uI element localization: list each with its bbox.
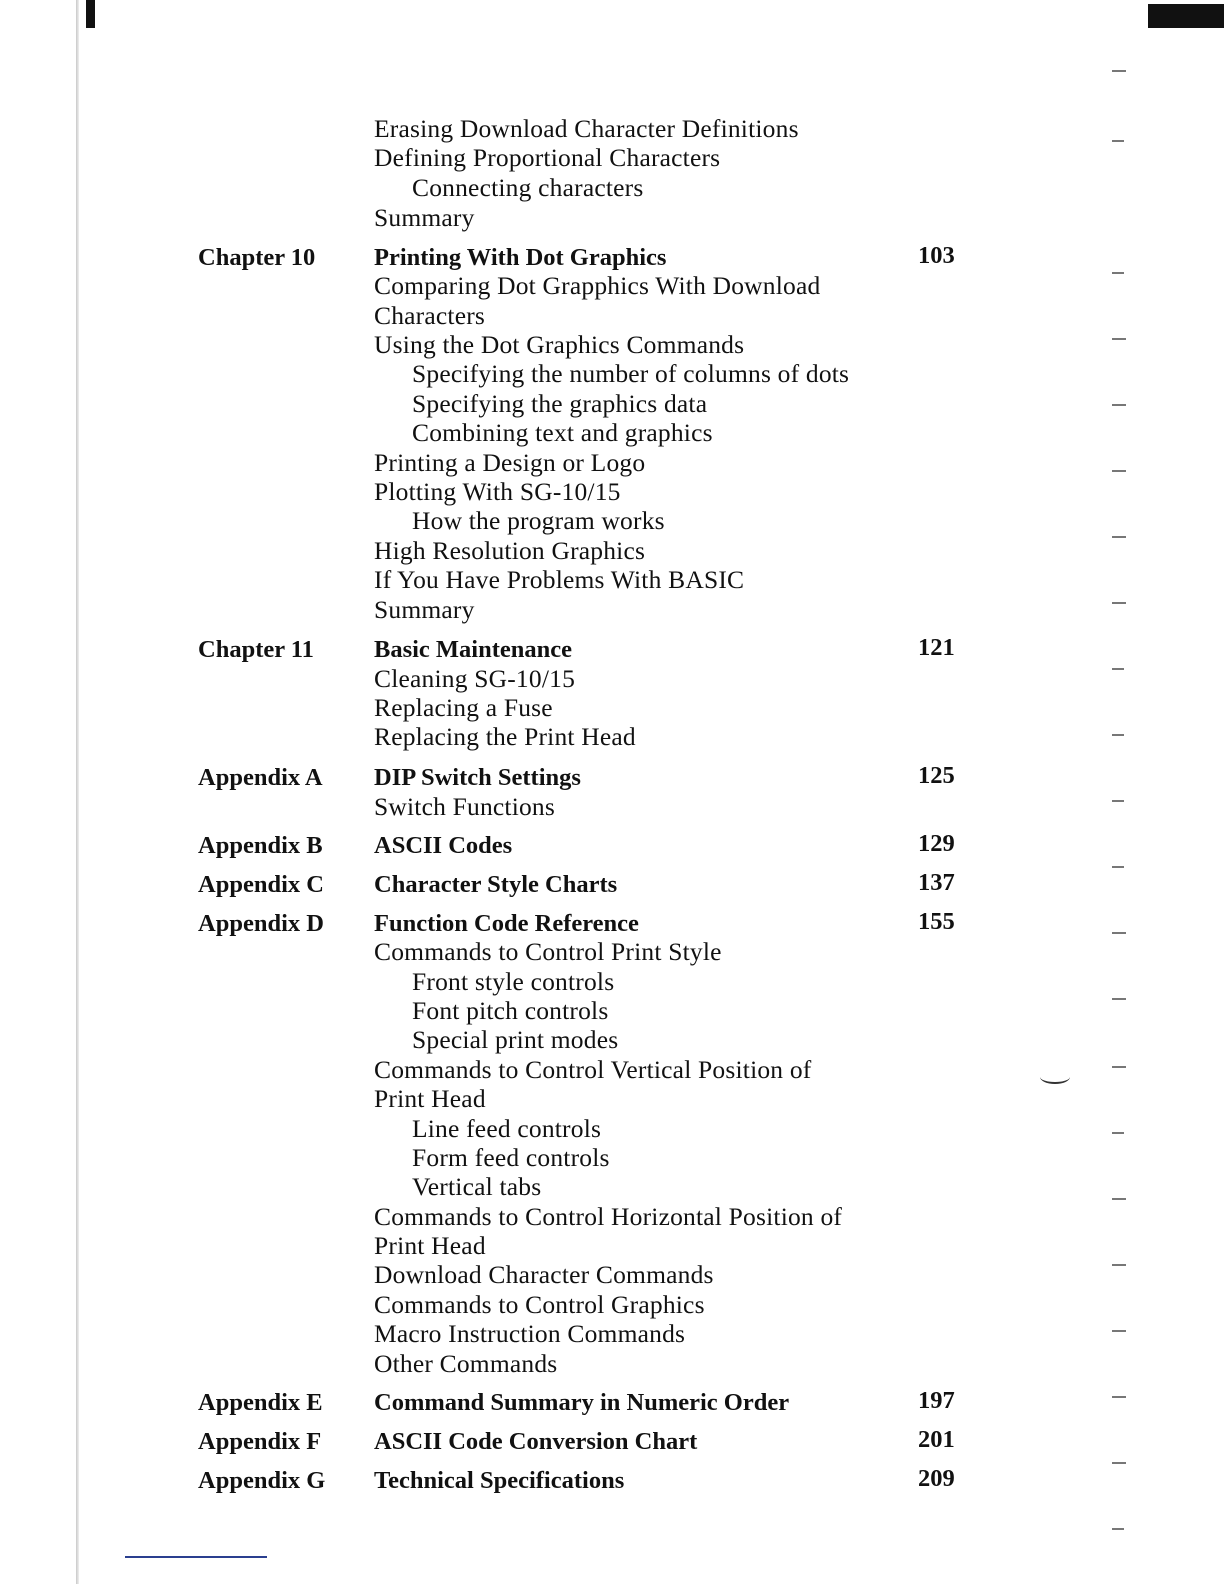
toc-entry-label: Appendix A xyxy=(198,764,323,791)
margin-tick xyxy=(1112,338,1126,340)
toc-subitem: Commands to Control Vertical Position of xyxy=(374,1055,812,1084)
corner-tab-mark xyxy=(1148,4,1224,28)
margin-tick xyxy=(1112,800,1124,802)
margin-tick xyxy=(1112,536,1126,538)
toc-subitem: Summary xyxy=(374,595,475,624)
toc-entry-title: ASCII Codes xyxy=(374,832,513,859)
toc-entry-title: Basic Maintenance xyxy=(374,636,573,663)
toc-entry-title: DIP Switch Settings xyxy=(374,764,581,791)
toc-subitem: Font pitch controls xyxy=(412,996,609,1025)
toc-subitem: Specifying the graphics data xyxy=(412,389,708,418)
toc-subitem: Form feed controls xyxy=(412,1143,610,1172)
toc-subitem: Download Character Commands xyxy=(374,1260,714,1289)
toc-entry-title: Character Style Charts xyxy=(374,871,618,898)
scan-left-edge xyxy=(76,0,79,1584)
toc-subitem: If You Have Problems With BASIC xyxy=(374,565,745,594)
toc-subitem: Replacing a Fuse xyxy=(374,693,553,722)
toc-entry-page: 201 xyxy=(918,1426,955,1453)
margin-tick xyxy=(1112,1264,1126,1266)
toc-entry-label: Appendix F xyxy=(198,1428,322,1455)
toc-subitem: Line feed controls xyxy=(412,1114,602,1143)
toc-entry-title: Command Summary in Numeric Order xyxy=(374,1389,790,1416)
margin-arc-mark xyxy=(1040,1070,1070,1084)
toc-entry-label: Appendix D xyxy=(198,910,324,937)
toc-entry-page: 137 xyxy=(918,869,955,896)
toc-entry-label: Chapter 11 xyxy=(198,636,314,663)
toc-subitem: Erasing Download Character Definitions xyxy=(374,114,799,143)
toc-subitem: Commands to Control Graphics xyxy=(374,1290,705,1319)
toc-subitem: Other Commands xyxy=(374,1349,558,1378)
toc-subitem: Comparing Dot Grapphics With Download xyxy=(374,271,821,300)
toc-subitem: Special print modes xyxy=(412,1025,619,1054)
toc-subitem: Printing a Design or Logo xyxy=(374,448,646,477)
margin-tick xyxy=(1112,1066,1126,1068)
toc-subitem: Print Head xyxy=(374,1084,486,1113)
toc-subitem: Specifying the number of columns of dots xyxy=(412,359,850,388)
toc-subitem: Commands to Control Horizontal Position of xyxy=(374,1202,843,1231)
margin-tick xyxy=(1112,70,1126,72)
margin-tick xyxy=(1112,734,1124,736)
toc-subitem: Macro Instruction Commands xyxy=(374,1319,686,1348)
toc-subitem: Connecting characters xyxy=(412,173,644,202)
margin-tick xyxy=(1112,932,1126,934)
toc-subitem: Switch Functions xyxy=(374,792,556,821)
margin-tick xyxy=(1112,1132,1124,1134)
margin-tick xyxy=(1112,1330,1126,1332)
margin-tick xyxy=(1112,998,1126,1000)
margin-tick xyxy=(1112,1198,1126,1200)
margin-tick xyxy=(1112,470,1126,472)
toc-subitem: Using the Dot Graphics Commands xyxy=(374,330,745,359)
toc-subitem: Front style controls xyxy=(412,967,615,996)
toc-entry-page: 209 xyxy=(918,1465,955,1492)
footnote-rule xyxy=(125,1556,267,1558)
margin-tick xyxy=(1112,866,1124,868)
toc-subitem: Print Head xyxy=(374,1231,486,1260)
toc-entry-title: ASCII Code Conversion Chart xyxy=(374,1428,698,1455)
toc-entry-page: 125 xyxy=(918,762,955,789)
binder-mark xyxy=(86,0,95,28)
margin-tick xyxy=(1112,140,1124,142)
toc-entry-page: 103 xyxy=(918,242,955,269)
toc-entry-label: Chapter 10 xyxy=(198,244,316,271)
toc-subitem: Commands to Control Print Style xyxy=(374,937,722,966)
toc-entry-label: Appendix G xyxy=(198,1467,326,1494)
toc-subitem: Summary xyxy=(374,203,475,232)
toc-entry-page: 155 xyxy=(918,908,955,935)
toc-entry-title: Printing With Dot Graphics xyxy=(374,244,667,271)
toc-subitem: Replacing the Print Head xyxy=(374,722,636,751)
margin-tick xyxy=(1112,404,1126,406)
margin-tick xyxy=(1112,668,1124,670)
margin-tick xyxy=(1112,1462,1126,1464)
margin-tick xyxy=(1112,1528,1124,1530)
toc-entry-label: Appendix B xyxy=(198,832,323,859)
toc-subitem: How the program works xyxy=(412,506,665,535)
toc-subitem: Vertical tabs xyxy=(412,1172,542,1201)
toc-entry-label: Appendix C xyxy=(198,871,324,898)
toc-entry-page: 129 xyxy=(918,830,955,857)
toc-subitem: Cleaning SG-10/15 xyxy=(374,664,576,693)
toc-subitem: Combining text and graphics xyxy=(412,418,713,447)
margin-tick xyxy=(1112,1396,1126,1398)
toc-entry-page: 197 xyxy=(918,1387,955,1414)
toc-entry-label: Appendix E xyxy=(198,1389,323,1416)
toc-subitem: Plotting With SG-10/15 xyxy=(374,477,621,506)
toc-entry-title: Function Code Reference xyxy=(374,910,639,937)
toc-subitem: High Resolution Graphics xyxy=(374,536,646,565)
margin-tick xyxy=(1112,602,1126,604)
toc-subitem: Defining Proportional Characters xyxy=(374,143,721,172)
toc-entry-title: Technical Specifications xyxy=(374,1467,625,1494)
margin-tick xyxy=(1112,272,1124,274)
toc-subitem: Characters xyxy=(374,301,486,330)
toc-entry-page: 121 xyxy=(918,634,955,661)
